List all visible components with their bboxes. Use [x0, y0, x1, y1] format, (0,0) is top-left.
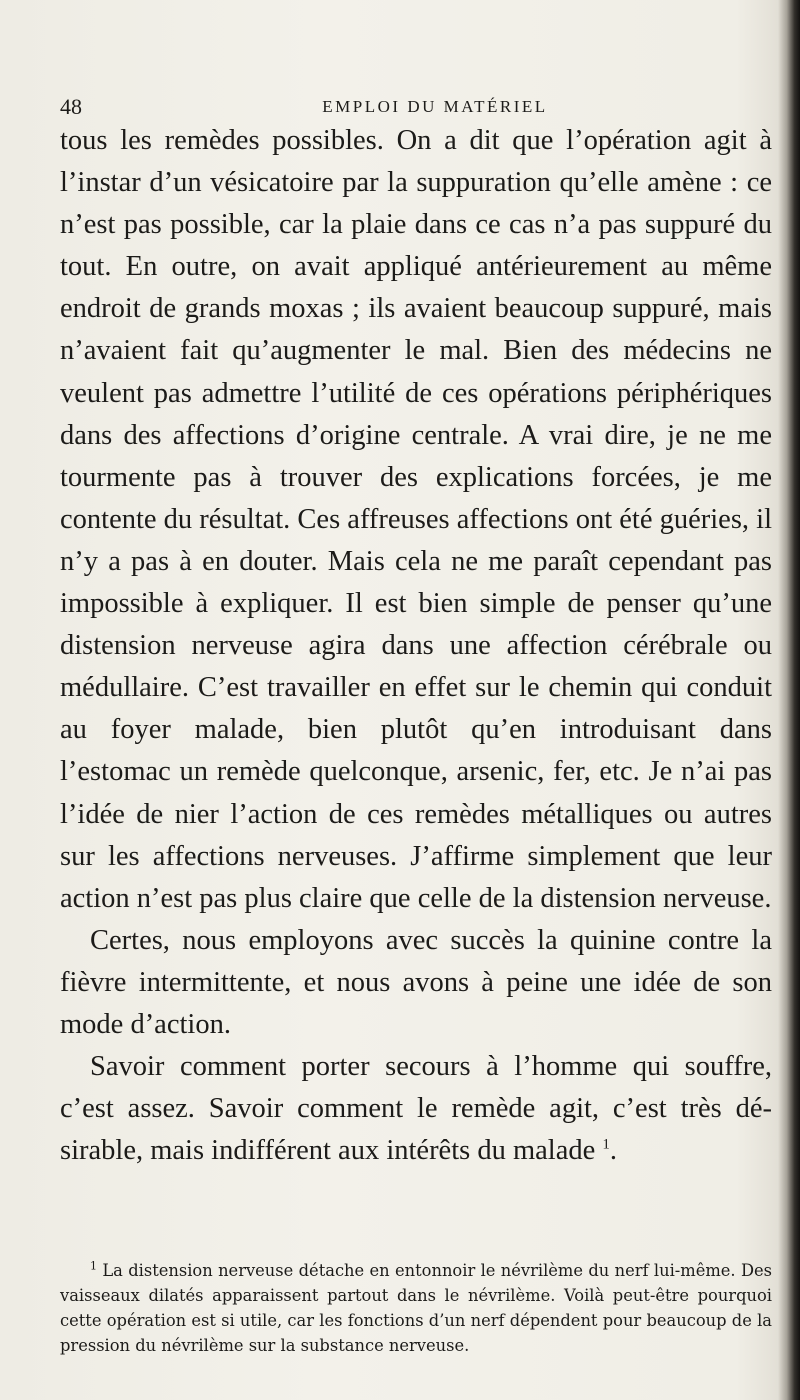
body-text [60, 120, 772, 1172]
footnote [60, 1258, 772, 1358]
footnote-reference: 1 [602, 1136, 610, 1153]
paragraph: tous les remèdes possibles. On a dit que l’opération agit à l’instar d’un vésicatoire par la suppuration qu’elle amène : ce n’est pas possible, car la plaie dans ce cas n’a pas suppuré du tout. En outre, on avait appliqué antérieurement au même endroit de grands moxas ; ils avaient beaucoup suppuré, mais n’avaient fait qu’augmenter le mal. Bien des médecins ne veulent pas admettre l’utilité de ces opérations périphériques dans des affections d’origine centrale. A vrai dire, je ne me tourmente pas à trouver des explications forcées, je me contente du résultat. Ces affreuses affections ont été guéries, il n’y a pas à en douter. Mais cela ne me paraît cependant pas impossible à expliquer. Il est bien simple de penser qu’une distension nerveuse agira dans une affection cérébrale ou médullaire. C’est travailler en effet sur le chemin qui conduit au foyer malade, bien plutôt qu’en introduisant dans l’estomac un remède quelconque, arsenic, fer, etc. Je n’ai pas l’idée de nier l’action de ces remèdes métalliques ou autres sur les affections nerveuses. J’affirme simplement que leur action n’est pas plus claire que celle de la distension nerveuse. [60, 125, 772, 914]
page-edge-shadow [778, 0, 800, 1400]
paragraph-text: Savoir comment porter secours à l’homme qui souffre, c’est assez. Savoir comment le remède agit, c’est très désirable, mais indifférent aux intérêts du malade [60, 1051, 772, 1167]
page-number: 48 [60, 94, 82, 119]
footnote-number: 1 [90, 1259, 97, 1273]
paragraph: Certes, nous employons avec succès la quinine contre la fièvre intermittente, et nous avons à peine une idée de son mode d’action. [60, 924, 772, 1040]
footnotes [60, 1258, 772, 1358]
paragraph-end-punctuation: . [609, 1135, 618, 1167]
running-title: EMPLOI DU MATÉRIEL [322, 97, 548, 116]
footnote-text: La distension nerveuse détache en entonnoir le névrilème du nerf lui-même. Des vaisseaux dilatés apparaissent partout dans le névrilème. Voilà peut-être pourquoi cette opération est si utile, car les fonctions d’un nerf dépendent pour beaucoup de la pression du névrilème sur la substance nerveuse. [60, 1261, 772, 1355]
paragraph [60, 1046, 772, 1172]
running-head [60, 92, 760, 122]
